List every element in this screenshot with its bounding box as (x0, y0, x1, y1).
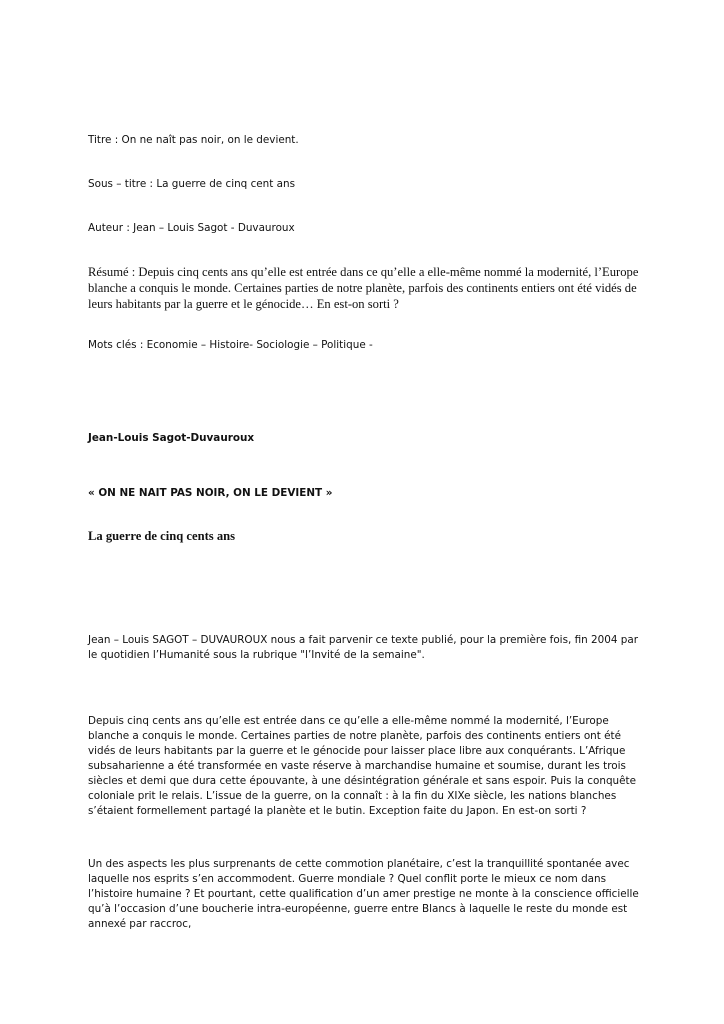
article-paragraph: Un des aspects les plus surprenants de cette commotion planétaire, c’est la tranquillité spontanée avec laquelle nos esprits s’en accommodent. Guerre mondiale ? Quel conflit porte le mieux ce nom dans l’histoire humaine ? Et pourtant, cette qualification d’un amer prestige ne monte à la conscience officielle qu’à l’occasion d’une boucherie intra-européenne, guerre entre Blancs à laquelle le reste du monde est annexé par raccroc, (88, 858, 639, 930)
metadata-summary: Résumé : Depuis cinq cents ans qu’elle est entrée dans ce qu’elle a elle-même nommé la modernité, l’Europe blanche a conquis le monde. Certaines parties de notre planète, parfois des continents entiers ont été vidés de leurs habitants par la guerre et le génocide… En est-on sorti ? (88, 265, 639, 311)
article-subtitle: La guerre de cinq cents ans (88, 529, 236, 543)
metadata-title: Titre : On ne naît pas noir, on le devient. (88, 134, 299, 146)
article-title: « ON NE NAIT PAS NOIR, ON LE DEVIENT » (88, 487, 333, 499)
article-author: Jean-Louis Sagot-Duvauroux (88, 432, 255, 444)
article-paragraph: Depuis cinq cents ans qu’elle est entrée dans ce qu’elle a elle-même nommé la modernité, l’Europe blanche a conquis le monde. Certaines parties de notre planète, parfois des continents entiers ont été vidés de leurs habitants par la guerre et le génocide pour laisser place libre aux conquérants. L’Afrique subsaharienne a été transformée en vaste réserve à marchandise humaine et soumise, durant les trois siècles et demi que dura cette épouvante, à une désintégration générale et sans espoir. Puis la conquête coloniale prit le relais. L’issue de la guerre, on la connaît : à la fin du XIXe siècle, les nations blanches s’étaient formellement partagé la planète et le butin. Exception faite du Japon. En est-on sorti ? (88, 715, 636, 817)
metadata-subtitle: Sous – titre : La guerre de cinq cent ans (88, 178, 296, 190)
metadata-keywords: Mots clés : Economie – Histoire- Sociologie – Politique - (88, 339, 373, 351)
article-intro: Jean – Louis SAGOT – DUVAUROUX nous a fait parvenir ce texte publié, pour la première fois, fin 2004 par le quotidien l’Humanité sous la rubrique "l’Invité de la semaine". (88, 634, 639, 661)
metadata-author: Auteur : Jean – Louis Sagot - Duvauroux (88, 222, 295, 234)
